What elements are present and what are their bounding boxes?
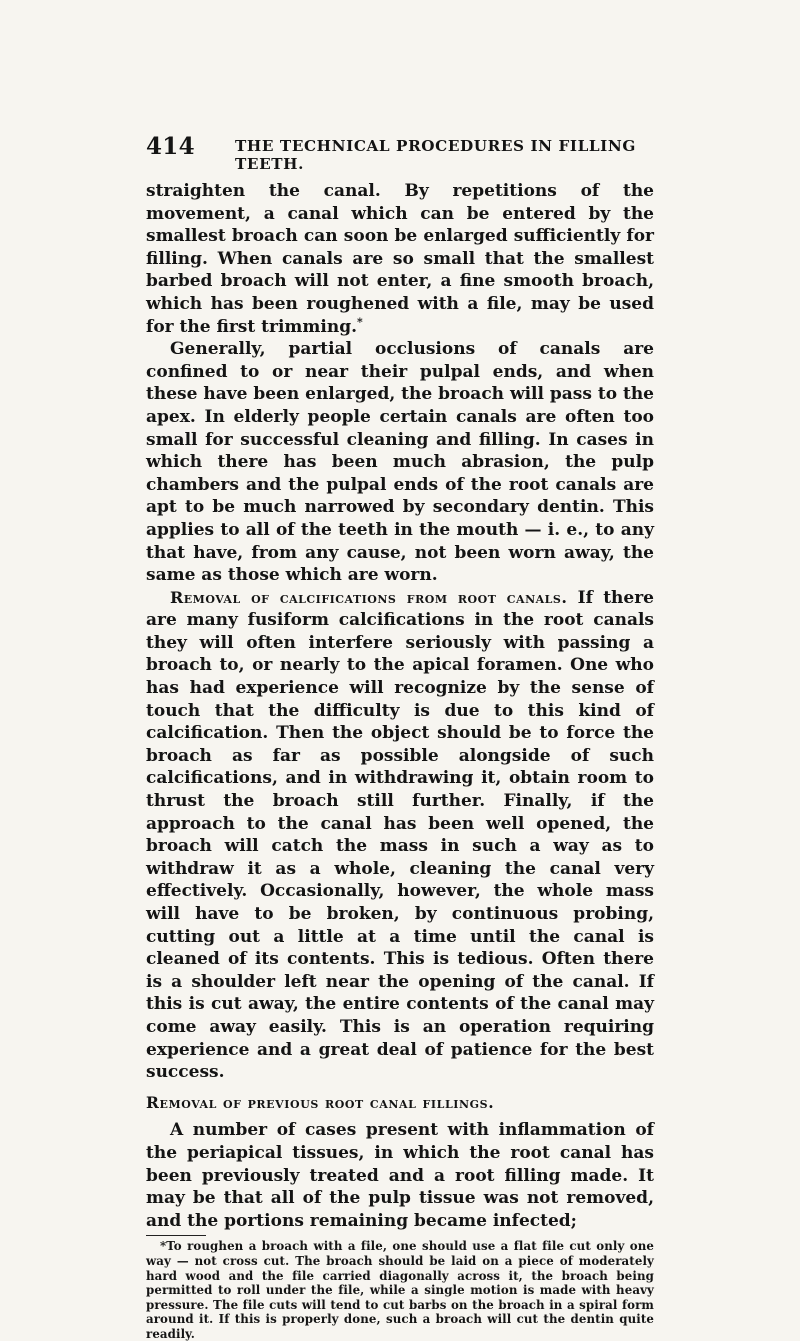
page-number: 414 xyxy=(146,133,195,160)
footnote-marker: * xyxy=(357,314,363,328)
page-body xyxy=(146,180,654,1341)
footnote: *To roughen a broach with a file, one should use a flat file cut only one way — not cross cut. The broach should be laid on a piece of moderately hard wood and the file carried diagonally across it, the broach being permitted to roll under the file, while a single motion is made with heavy pressure. The file cuts will tend to cut barbs on the broach in a spiral form around it. If this is properly done, such a broach will cut the dentin quite readily. xyxy=(146,1239,654,1341)
paragraph-partial-occlusions: Generally, partial occlusions of canals are confined to or near their pulpal ends, and when these have been enlarged, the broach will pass to the apex. In elderly people certain canals are often too small for successful cleaning and filling. In cases in which there has been much abrasion, the pulp chambers and the pulpal ends of the root canals are apt to be much narrowed by secondary dentin. This applies to all of the teeth in the mouth — i. e., to any that have, from any cause, not been worn away, the same as those which are worn. xyxy=(146,339,654,586)
page-header xyxy=(146,133,654,173)
paragraph-continuation xyxy=(146,180,654,338)
section-heading: Removal of previous root canal fillings. xyxy=(146,1092,495,1112)
running-title: THE TECHNICAL PROCEDURES IN FILLING TEETH. xyxy=(235,137,636,173)
footnote-divider xyxy=(146,1235,206,1236)
paragraph-previous-fillings: A number of cases present with inflammation of the periapical tissues, in which the root canal has been previously treated and a root filling made. It may be that all of the pulp tissue was not removed, and the portions remaining became infected; xyxy=(146,1120,654,1231)
inline-heading: Removal of calcifications from root canals. xyxy=(170,587,568,607)
paragraph-text: straighten the canal. By repetitions of the movement, a canal which can be entered by the smallest broach can soon be enlarged sufficiently for filling. When canals are so small that the smallest barbed broach will not enter, a fine smooth broach, which has been roughened with a file, may be used for the first trimming. xyxy=(146,181,654,337)
paragraph-removal-calcifications xyxy=(146,587,654,1084)
paragraph-text: If there are many fusiform calcifications in the root canals they will often interfere seriously with passing a broach to, or nearly to the apical foramen. One who has had experience will recognize by the sense of touch that the difficulty is due to this kind of calcification. Then the object should be to force the broach as far as possible alongside of such calcifications, and in withdrawing it, obtain room to thrust the broach still further. Finally, if the approach to the canal has been well opened, the broach will catch the mass in such a way as to withdraw it as a whole, cleaning the canal very effectively. Occasionally, however, the whole mass will have to be broken, by continuous probing, cutting out a little at a time until the canal is cleaned of its contents. This is tedious. Often there is a shoulder left near the opening of the canal. If this is cut away, the entire contents of the canal may come away easily. This is an operation requiring experience and a great deal of patience for the best success. xyxy=(146,587,654,1083)
